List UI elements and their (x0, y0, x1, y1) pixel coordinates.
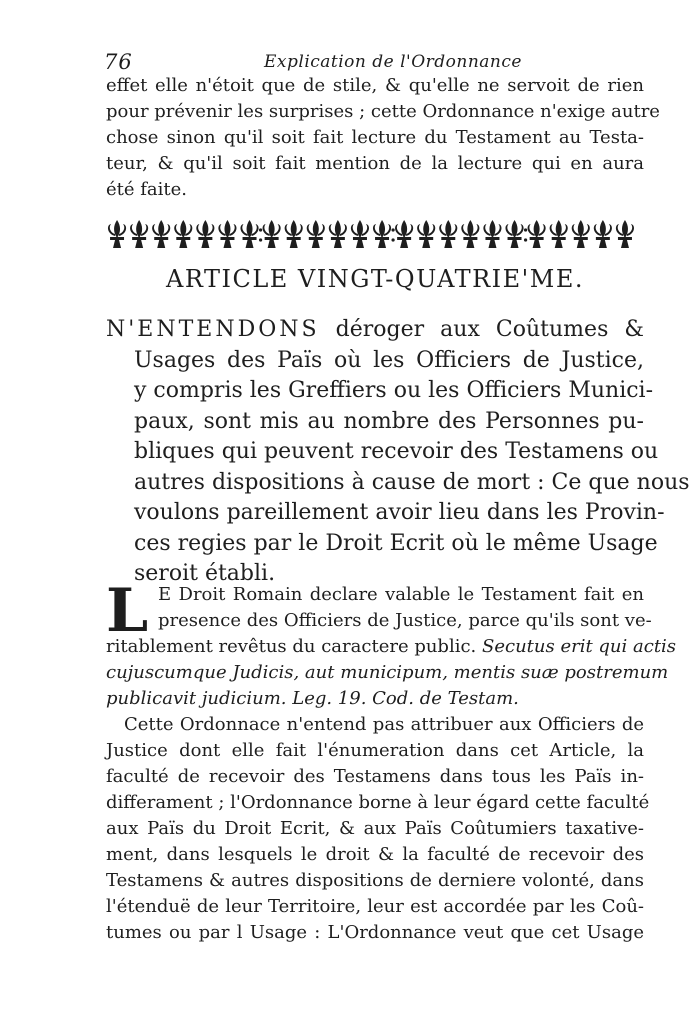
text-line: bliques qui peuvent recevoir des Testamens ou (134, 439, 659, 464)
text-line: teur, & qu'il soit fait mention de la lecture qui en aura (106, 153, 644, 174)
text-line: seroit établi. (134, 561, 276, 586)
text-line (106, 634, 677, 660)
text-line: effet elle n'étoit que de stile, & qu'elle ne servoit de rien (106, 75, 644, 96)
text-line: autres dispositions à cause de mort : Ce que nous (134, 469, 690, 495)
ordinance-first-line (106, 315, 644, 346)
text-line: Justice dont elle fait l'énumeration dans cet Article, la (106, 740, 644, 761)
article-title: ARTICLE VINGT-QUATRIE'ME. (165, 265, 584, 293)
latin-quote: Secutus erit qui actis (476, 636, 677, 657)
text-line: E Droit Romain declare valable le Testament fait en (158, 584, 644, 605)
latin-quote-line: cujuscumque Judicis, aut municipum, mentis suæ postremum (106, 662, 669, 683)
text-line: y compris les Greffiers ou les Officiers Munici- (134, 378, 654, 403)
text-line: Usages des Païs où les Officiers de Justice, (134, 347, 644, 373)
page-number: 76 (104, 50, 133, 74)
text-line: faculté de recevoir des Testamens dans tous les Païs in- (106, 766, 644, 787)
text-line: pour prévenir les surprises ; cette Ordonnance n'exige autre (106, 101, 660, 122)
first-line-rest: déroger aux Coûtumes & (319, 317, 644, 342)
text-line: Testamens & autres dispositions de derniere volonté, dans (106, 870, 644, 891)
text-line: tumes ou par l Usage : L'Ordonnance veut que cet Usage (106, 922, 644, 943)
fleur-de-lis-ornament-icon (106, 216, 636, 252)
text-line: chose sinon qu'il soit fait lecture du Testament au Testa- (106, 127, 644, 148)
text-line: été faite. (106, 179, 188, 200)
carry-over-paragraph (106, 73, 660, 203)
text-line: aux Païs du Droit Ecrit, & aux Païs Coûtumiers taxative- (106, 818, 644, 839)
latin-citation: publicavit judicium. Leg. 19. Cod. de Testam. (106, 688, 519, 709)
text-line: ment, dans lesquels le droit & la faculté de recevoir des (106, 844, 644, 865)
lead-word: N'ENTENDONS (106, 317, 320, 342)
text-line: l'étenduë de leur Territoire, leur est accordée par les Coû- (106, 896, 644, 917)
running-title: Explication de l'Ordonnance (264, 52, 522, 72)
text-line: Cette Ordonnace n'entend pas attribuer aux Officiers de (124, 714, 644, 735)
text-line: differament ; l'Ordonnance borne à leur égard cette faculté (106, 792, 650, 813)
commentary (106, 576, 677, 946)
text-line: ces regies par le Droit Ecrit où le même Usage (134, 530, 658, 556)
drop-cap: L (106, 576, 149, 646)
roman-text: ritablement revêtus du caractere public. (106, 636, 477, 657)
text-line: paux, sont mis au nombre des Personnes pu- (134, 408, 644, 434)
ordinance-text (106, 315, 690, 590)
text-line: voulons pareillement avoir lieu dans les Provin- (134, 500, 665, 525)
text-line: presence des Officiers de Justice, parce qu'ils sont ve- (158, 610, 652, 631)
